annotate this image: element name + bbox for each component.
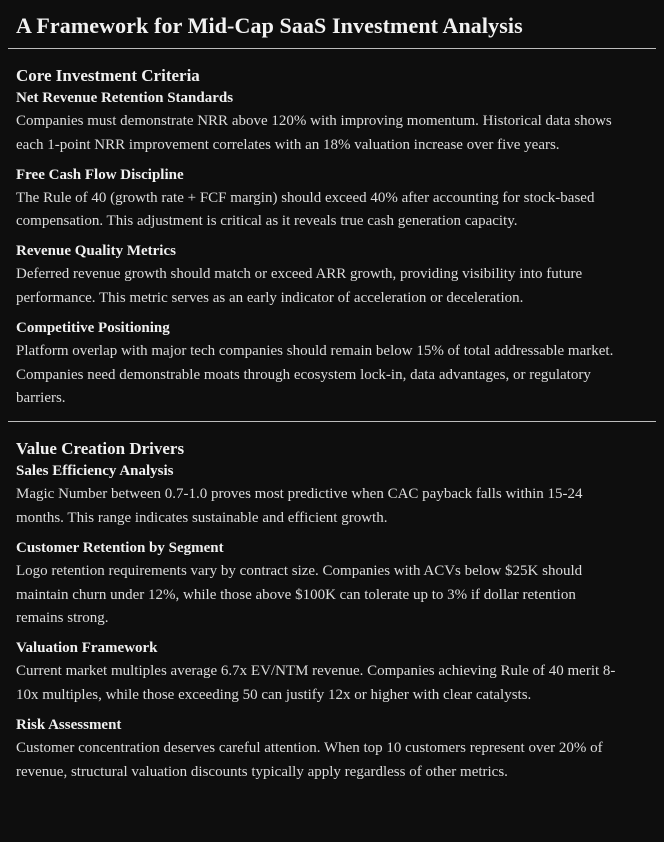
section-core-investment-criteria <box>8 49 656 421</box>
item-text: Platform overlap with major tech companies should remain below 15% of total addressable market. Companies need demonstrable moats through ecosystem lock-in, data advantages, or regulatory barriers. <box>16 342 614 407</box>
criteria-item-nrr <box>16 89 648 158</box>
driver-item-risk-assessment <box>16 716 648 785</box>
page-title: A Framework for Mid-Cap SaaS Investment Analysis <box>16 13 523 38</box>
item-heading: Free Cash Flow Discipline <box>16 166 184 183</box>
driver-item-customer-retention <box>16 539 648 631</box>
item-text: Magic Number between 0.7-1.0 proves most predictive when CAC payback falls within 15-24 months. This range indicates sustainable and efficient growth. <box>16 486 583 526</box>
item-text: Deferred revenue growth should match or exceed ARR growth, providing visibility into future performance. This metric serves as an early indicator of acceleration or deceleration. <box>16 266 583 306</box>
item-heading: Competitive Positioning <box>16 319 170 336</box>
item-text: Current market multiples average 6.7x EV/NTM revenue. Companies achieving Rule of 40 merit 8-10x multiples, while those exceeding 50 can justify 12x or higher with clear catalysts. <box>16 663 616 703</box>
section-heading: Core Investment Criteria <box>16 66 200 85</box>
item-heading: Valuation Framework <box>16 640 158 657</box>
criteria-item-competitive-positioning <box>16 319 648 411</box>
item-heading: Sales Efficiency Analysis <box>16 463 174 480</box>
item-heading: Net Revenue Retention Standards <box>16 90 234 106</box>
driver-item-sales-efficiency <box>16 462 648 531</box>
item-heading: Revenue Quality Metrics <box>16 243 176 260</box>
driver-item-valuation-framework <box>16 639 648 708</box>
item-heading: Customer Retention by Segment <box>16 539 224 556</box>
item-text: Companies must demonstrate NRR above 120% with improving momentum. Historical data shows each 1-point NRR improvement correlates with an 18% valuation increase over five years. <box>16 113 612 153</box>
item-text: Customer concentration deserves careful attention. When top 10 customers represent over 20% of revenue, structural valuation discounts typically apply regardless of other metrics. <box>16 739 603 780</box>
item-text: Logo retention requirements vary by contract size. Companies with ACVs below $25K should maintain churn under 12%, while those above $100K can tolerate up to 3% if dollar retention remains strong. <box>16 562 583 627</box>
item-text: The Rule of 40 (growth rate + FCF margin) should exceed 40% after accounting for stock-based compensation. This adjustment is critical as it reveals true cash generation capacity. <box>16 189 595 230</box>
criteria-item-revenue-quality <box>16 242 648 311</box>
section-heading: Value Creation Drivers <box>16 439 185 459</box>
section-value-creation-drivers <box>8 422 656 784</box>
item-heading: Risk Assessment <box>16 716 122 733</box>
criteria-item-fcf <box>16 166 648 235</box>
